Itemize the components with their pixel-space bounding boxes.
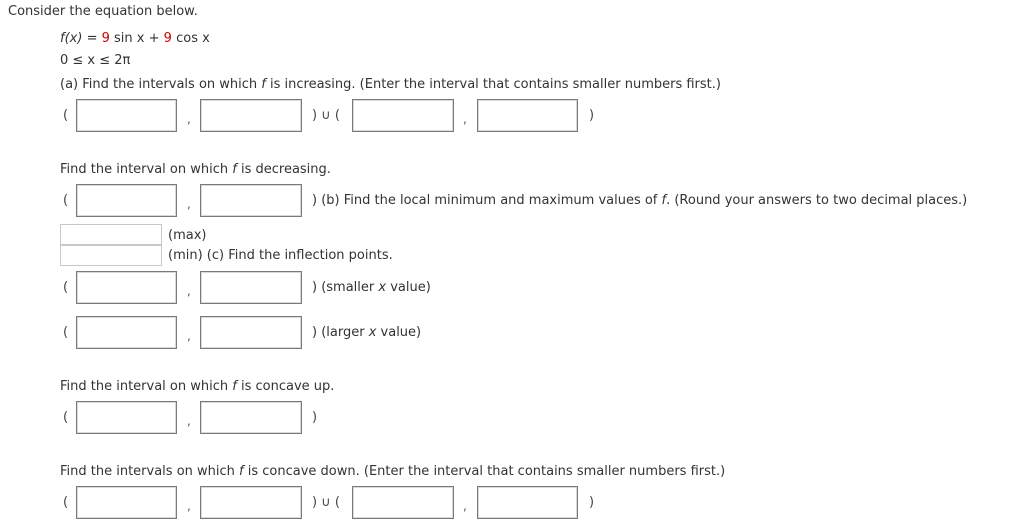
inflection-larger-y-input[interactable] (200, 316, 302, 349)
close-paren: ) (589, 495, 595, 510)
comma: , (187, 284, 191, 298)
local-max-input[interactable] (60, 224, 162, 245)
equation-domain: 0 ≤ x ≤ 2π (60, 53, 131, 68)
open-paren: ( (63, 410, 69, 425)
union-symbol: ) ∪ ( (312, 108, 340, 123)
close-paren: ) (312, 410, 318, 425)
concave-up-prompt: Find the interval on which f is concave up. (60, 379, 335, 394)
concave-down-interval-2-end-input[interactable] (477, 486, 578, 519)
decreasing-interval-start-input[interactable] (76, 184, 177, 217)
concave-down-interval-1-end-input[interactable] (200, 486, 302, 519)
open-paren: ( (63, 280, 69, 295)
smaller-x-label: ) (smaller x value) (312, 280, 431, 295)
concave-down-interval-2-start-input[interactable] (352, 486, 454, 519)
comma: , (187, 414, 191, 428)
min-label-and-part-c-prompt: (min) (c) Find the inflection points. (168, 248, 393, 263)
equation-term-2: cos x (176, 31, 210, 46)
equation-plus: + (148, 31, 160, 46)
inflection-smaller-y-input[interactable] (200, 271, 302, 304)
larger-x-label: ) (larger x value) (312, 325, 422, 340)
increasing-interval-1-end-input[interactable] (200, 99, 302, 132)
comma: , (187, 197, 191, 211)
local-min-input[interactable] (60, 245, 162, 266)
equation-coef-2: 9 (163, 31, 172, 46)
part-b-prompt: ) (b) Find the local minimum and maximum values of f. (Round your answers to two decimal places.) (312, 193, 968, 208)
increasing-interval-2-end-input[interactable] (477, 99, 578, 132)
union-symbol: ) ∪ ( (312, 495, 340, 510)
concave-down-interval-1-start-input[interactable] (76, 486, 177, 519)
concave-up-start-input[interactable] (76, 401, 177, 434)
equation (60, 31, 210, 46)
equation-fx: f(x) (60, 31, 83, 46)
concave-down-prompt: Find the intervals on which f is concave down. (Enter the interval that contains smaller numbers first.) (60, 464, 726, 479)
comma: , (187, 499, 191, 513)
comma: , (187, 329, 191, 343)
max-label: (max) (168, 228, 207, 243)
open-paren: ( (63, 495, 69, 510)
equation-term-1: sin x (114, 31, 145, 46)
increasing-interval-1-start-input[interactable] (76, 99, 177, 132)
comma: , (463, 112, 467, 126)
open-paren: ( (63, 325, 69, 340)
comma: , (187, 112, 191, 126)
inflection-smaller-x-input[interactable] (76, 271, 177, 304)
intro-text: Consider the equation below. (8, 4, 198, 19)
inflection-larger-x-input[interactable] (76, 316, 177, 349)
open-paren: ( (63, 193, 69, 208)
comma: , (463, 499, 467, 513)
concave-up-end-input[interactable] (200, 401, 302, 434)
increasing-interval-2-start-input[interactable] (352, 99, 454, 132)
part-a-prompt: (a) Find the intervals on which f is increasing. (Enter the interval that contains smaller numbers first.) (60, 77, 721, 92)
equation-coef-1: 9 (101, 31, 110, 46)
close-paren: ) (589, 108, 595, 123)
decreasing-prompt: Find the interval on which f is decreasing. (60, 162, 331, 177)
equation-equals: = (86, 31, 98, 46)
decreasing-interval-end-input[interactable] (200, 184, 302, 217)
open-paren: ( (63, 108, 69, 123)
